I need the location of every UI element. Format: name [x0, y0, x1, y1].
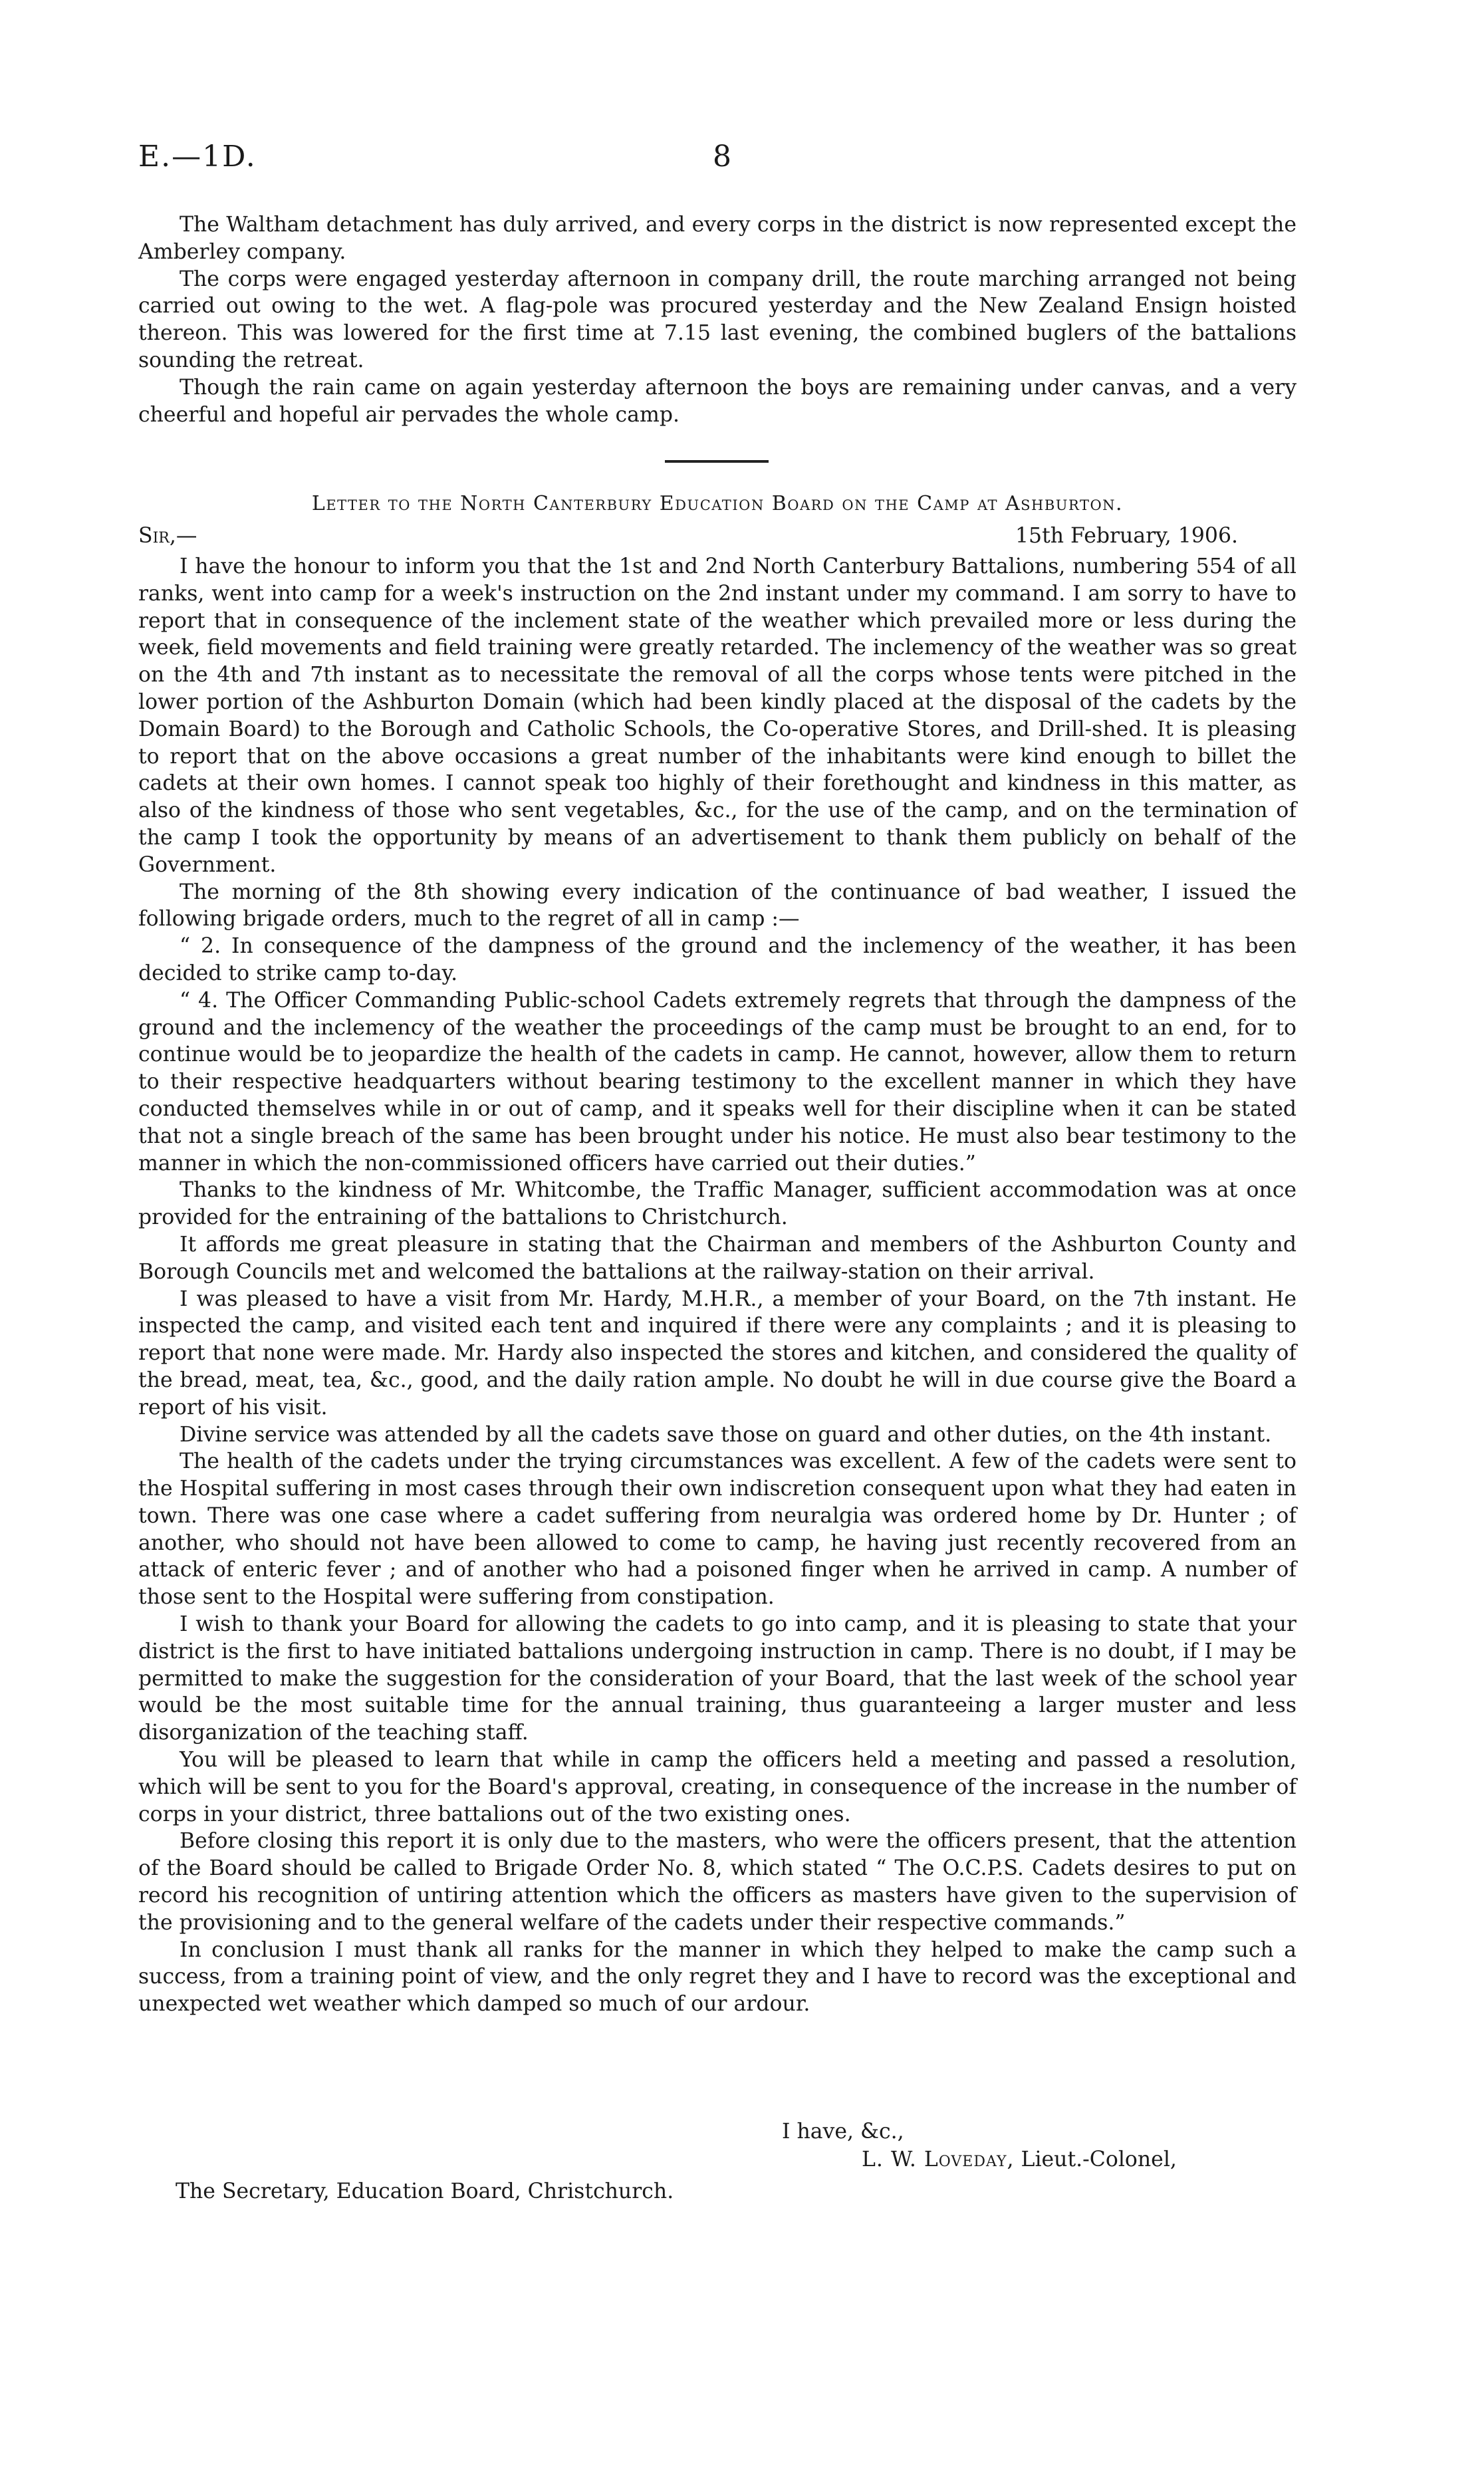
paragraph: Before closing this report it is only due to the masters, who were the officers present, that the attention of the Board should be called to Brigade Order No. 8, which stated “ The O.C.P.S. Cadets desires to put on record his recognition of untiring attention which the officers as masters have given to the supervision of the provisioning and to the general welfare of the cadets under their respective commands.” — [138, 1829, 1297, 1935]
letter-body — [138, 553, 1297, 2018]
paragraph: The morning of the 8th showing every indication of the continuance of bad weather, I issued the following brigade orders, much to the regret of all in camp :— — [138, 880, 1297, 931]
signature — [862, 2148, 1177, 2171]
letter-date: 15th February, 1906. — [1015, 524, 1238, 548]
letter-title: Letter to the North Canterbury Education Board on the Camp at Ashburton. — [311, 492, 1124, 515]
signatory-rank: Lieut.-Colonel, — [1014, 2148, 1177, 2171]
paragraph: Divine service was attended by all the cadets save those on guard and other duties, on the 4th instant. — [180, 1422, 1272, 1447]
salutation: Sir,— — [138, 524, 197, 548]
paragraph: I was pleased to have a visit from Mr. Hardy, M.H.R., a member of your Board, on the 7th instant. He inspected the camp, and visited each tent and inquired if there were any complaints ; and it is pleasing to report that none were made. Mr. Hardy also inspected the stores and kitchen, and considered the quality of the bread, meat, tea, &c., good, and the daily ration ample. No doubt he will in due course give the Board a report of his visit. — [138, 1287, 1297, 1419]
paragraph: It affords me great pleasure in stating that the Chairman and members of the Ashburton County and Borough Councils met and welcomed the battalions at the railway-station on their arrival. — [138, 1232, 1297, 1284]
paragraph: Though the rain came on again yesterday afternoon the boys are remaining under canvas, and a very cheerful and hopeful air pervades the whole camp. — [138, 375, 1297, 427]
paragraph: I wish to thank your Board for allowing the cadets to go into camp, and it is pleasing to state that your district is the first to have initiated battalions undergoing instruction in camp. There is no doubt, if I may be permitted to make the suggestion for the consideration of your Board, that the last week of the school year would be the most suitable time for the annual training, thus guaranteeing a larger muster and less disorganization of the teaching staff. — [138, 1612, 1297, 1745]
report-reference: E.—1D. — [138, 140, 257, 174]
paragraph: I have the honour to inform you that the 1st and 2nd North Canterbury Battalions, numbering 554 of all ranks, went into camp for a week's instruction on the 2nd instant under my command. I am sorry to have to report that in consequence of the inclement state of the weather which prevailed more or less during the week, field movements and field training were greatly retarded. The inclemency of the weather was so great on the 4th and 7th instant as to necessitate the removal of all the corps whose tents were pitched in the lower portion of the Ashburton Domain (which had been kindly placed at the disposal of the cadets by the Domain Board) to the Borough and Catholic Schools, the Co-operative Stores, and Drill-shed. It is pleasing to report that on the above occasions a great number of the inhabitants were kind enough to billet the cadets at their own homes. I cannot speak too highly of their forethought and kindness in this matter, as also of the kindness of those who sent vegetables, &c., for the use of the camp, and on the termination of the camp I took the opportunity by means of an advertisement to thank them publicly on behalf of the Government. — [138, 555, 1297, 877]
paragraph: The Waltham detachment has duly arrived, and every corps in the district is now represented except the Amberley company. — [138, 213, 1297, 264]
closing: I have, &c., — [782, 2120, 904, 2144]
paragraph: The corps were engaged yesterday afternoon in company drill, the route marching arranged not being carried out owing to the wet. A flag-pole was procured yesterday and the New Zealand Ensign hoisted thereon. This was lowered for the first time at 7.15 last evening, the combined buglers of the battalions sounding the retreat. — [138, 267, 1297, 372]
paragraph: Thanks to the kindness of Mr. Whitcombe, the Traffic Manager, sufficient accommodation was at once provided for the entraining of the battalions to Christchurch. — [138, 1178, 1297, 1230]
paragraph: You will be pleased to learn that while in camp the officers held a meeting and passed a resolution, which will be sent to you for the Board's approval, creating, in consequence of the increase in the number of corps in your district, three battalions out of the two existing ones. — [138, 1748, 1297, 1826]
brigade-order-quote: “ 4. The Officer Commanding Public-school Cadets extremely regrets that through the dampness of the ground and the inclemency of the weather the proceedings of the camp must be brought to an end, for to continue would be to jeopardize the health of the cadets in camp. He cannot, however, allow them to return to their respective headquarters without bearing testimony to the excellent manner in which they have conducted themselves while in or out of camp, and it speaks well for their discipline when it can be stated that not a single breach of the same has been brought under his notice. He must also bear testimony to the manner in which the non-commissioned officers have carried out their duties.” — [138, 988, 1297, 1175]
paragraph: The health of the cadets under the trying circumstances was excellent. A few of the cadets were sent to the Hospital suffering in most cases through their own indiscretion consequent upon what they had eaten in town. There was one case where a cadet suffering from neuralgia was ordered home by Dr. Hunter ; of another, who should not have been allowed to come to camp, he having just recently recovered from an attack of enteric fever ; and of another who had a poisoned finger when he arrived in camp. A number of those sent to the Hospital were suffering from constipation. — [138, 1449, 1297, 1610]
paragraph: In conclusion I must thank all ranks for the manner in which they helped to make the camp such a success, from a training point of view, and the only regret they and I have to record was the exceptional and unexpected wet weather which damped so much of our ardour. — [138, 1937, 1297, 2017]
brigade-order-quote: “ 2. In consequence of the dampness of the ground and the inclemency of the weather, it has been decided to strike camp to-day. — [138, 934, 1297, 985]
page-number: 8 — [713, 140, 731, 174]
section-divider — [665, 460, 769, 463]
camp-report-section — [138, 211, 1297, 428]
addressee: The Secretary, Education Board, Christchurch. — [176, 2179, 674, 2203]
signatory-name: L. W. Loveday, — [862, 2148, 1015, 2171]
